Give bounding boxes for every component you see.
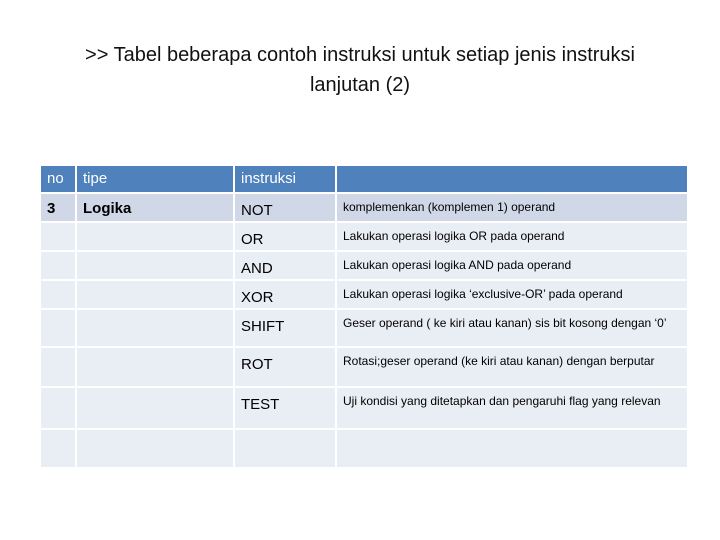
cell-no — [40, 222, 76, 251]
cell-instruksi: ROT — [234, 347, 336, 387]
table-row — [40, 280, 688, 309]
table-row — [40, 347, 688, 387]
cell-tipe — [76, 251, 234, 280]
cell-instruksi: TEST — [234, 387, 336, 429]
cell-instruksi: SHIFT — [234, 309, 336, 347]
cell-description: Geser operand ( ke kiri atau kanan) sis bit kosong dengan ‘0’ — [336, 309, 688, 347]
cell-description: Lakukan operasi logika ‘exclusive-OR’ pada operand — [336, 280, 688, 309]
cell-no — [40, 347, 76, 387]
cell-tipe — [76, 309, 234, 347]
header-instruksi: instruksi — [234, 165, 336, 193]
table-header-row — [40, 165, 688, 193]
cell-description: komplemenkan (komplemen 1) operand — [336, 193, 688, 222]
cell-tipe: Logika — [76, 193, 234, 222]
cell-tipe — [76, 280, 234, 309]
table-row — [40, 309, 688, 347]
cell-no — [40, 280, 76, 309]
table-row — [40, 222, 688, 251]
slide-title — [30, 40, 690, 100]
cell-tipe — [76, 347, 234, 387]
slide-title-line-2: lanjutan (2) — [309, 74, 411, 96]
instruction-table — [39, 164, 689, 469]
cell-description: Rotasi;geser operand (ke kiri atau kanan) dengan berputar — [336, 347, 688, 387]
table-row — [40, 387, 688, 429]
cell-instruksi — [234, 429, 336, 468]
header-no: no — [40, 165, 76, 193]
table-row — [40, 429, 688, 468]
cell-description: Lakukan operasi logika OR pada operand — [336, 222, 688, 251]
cell-description: Uji kondisi yang ditetapkan dan pengaruhi flag yang relevan — [336, 387, 688, 429]
cell-instruksi: AND — [234, 251, 336, 280]
cell-tipe — [76, 387, 234, 429]
table-row — [40, 193, 688, 222]
cell-description: Lakukan operasi logika AND pada operand — [336, 251, 688, 280]
header-tipe: tipe — [76, 165, 234, 193]
cell-no — [40, 387, 76, 429]
slide-title-line-1: >> Tabel beberapa contoh instruksi untuk setiap jenis instruksi — [85, 44, 635, 66]
cell-no — [40, 251, 76, 280]
cell-no — [40, 309, 76, 347]
header-description — [336, 165, 688, 193]
cell-no: 3 — [40, 193, 76, 222]
cell-tipe — [76, 429, 234, 468]
table-row — [40, 251, 688, 280]
cell-instruksi: OR — [234, 222, 336, 251]
cell-no — [40, 429, 76, 468]
cell-description — [336, 429, 688, 468]
cell-instruksi: XOR — [234, 280, 336, 309]
cell-instruksi: NOT — [234, 193, 336, 222]
cell-tipe — [76, 222, 234, 251]
